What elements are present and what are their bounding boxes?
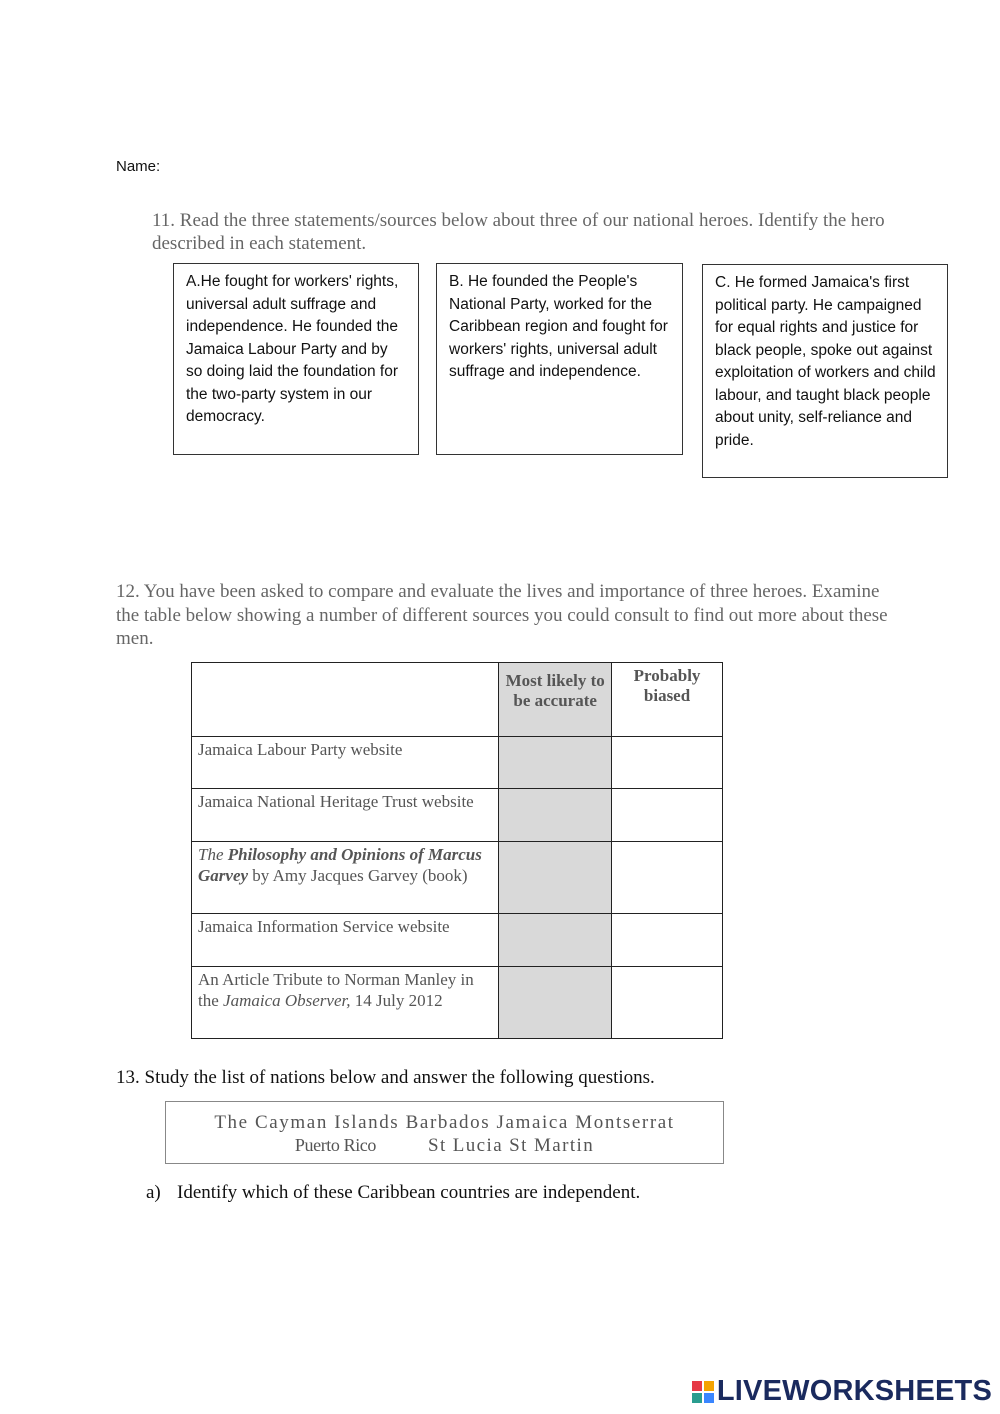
header-probably-biased: Probably biased <box>612 663 723 737</box>
source-article: The <box>198 845 228 864</box>
accurate-answer-cell[interactable] <box>499 789 612 842</box>
table-header-row <box>192 663 723 737</box>
biased-answer-cell[interactable] <box>612 967 723 1039</box>
header-empty-cell <box>192 663 499 737</box>
source-cell <box>192 842 499 914</box>
liveworksheets-brand <box>692 1375 992 1408</box>
article-date: 14 July 2012 <box>350 990 443 1010</box>
article-prefix: An Article Tribute to Norman Manley in the <box>198 970 474 1010</box>
book-author: by Amy Jacques Garvey (book) <box>248 865 468 885</box>
accurate-answer-cell[interactable] <box>499 737 612 789</box>
biased-answer-cell[interactable] <box>612 737 723 789</box>
nations-remaining: St Lucia St Martin <box>427 1135 595 1156</box>
header-most-likely-accurate: Most likely to be accurate <box>499 663 612 737</box>
nations-list-box <box>165 1101 724 1164</box>
nations-line-2 <box>166 1135 723 1157</box>
question-13-prompt: 13. Study the list of nations below and answer the following questions. <box>116 1067 655 1088</box>
brand-text: LIVEWORKSHEETS <box>716 1375 992 1407</box>
statement-box-c: C. He formed Jamaica's first political party. He campaigned for equal rights and justice for black people, spoke out against exploitation of workers and child labour, and taught black people about unity, self-reliance and pride. <box>702 264 948 478</box>
table-row <box>192 842 723 914</box>
biased-answer-cell[interactable] <box>612 914 723 967</box>
book-title: Philosophy and Opinions of Marcus Garvey <box>198 845 482 885</box>
biased-answer-cell[interactable] <box>612 842 723 914</box>
table-row <box>192 789 723 842</box>
question-13a-text: Identify which of these Caribbean countries are independent. <box>177 1182 641 1203</box>
statement-box-a: A.He fought for workers' rights, universal adult suffrage and independence. He founded the Jamaica Labour Party and by so doing laid the foundation for the two-party system in our democracy. <box>173 263 419 455</box>
question-12-prompt: 12. You have been asked to compare and evaluate the lives and importance of three heroes. Examine the table below showing a number of different sources you could consult to find out more about these men. <box>116 581 888 649</box>
liveworksheets-logo-icon <box>692 1381 714 1403</box>
nations-line-1: The Cayman Islands Barbados Jamaica Montserrat <box>214 1112 675 1133</box>
table-row <box>192 737 723 789</box>
logo-square <box>692 1393 702 1403</box>
source-cell: Jamaica Labour Party website <box>192 737 499 789</box>
logo-square <box>692 1381 702 1391</box>
table-row <box>192 914 723 967</box>
source-cell: Jamaica Information Service website <box>192 914 499 967</box>
biased-answer-cell[interactable] <box>612 789 723 842</box>
table-row <box>192 967 723 1039</box>
accurate-answer-cell[interactable] <box>499 842 612 914</box>
sources-table <box>191 662 723 1039</box>
source-cell: Jamaica National Heritage Trust website <box>192 789 499 842</box>
newspaper-name: Jamaica Observer, <box>223 990 351 1010</box>
question-13a-letter: a) <box>146 1182 161 1203</box>
source-cell <box>192 967 499 1039</box>
nation-puerto-rico: Puerto Rico <box>294 1135 376 1155</box>
accurate-answer-cell[interactable] <box>499 967 612 1039</box>
logo-square <box>704 1393 714 1403</box>
question-13a <box>146 1182 640 1204</box>
name-label: Name: <box>116 158 161 175</box>
accurate-answer-cell[interactable] <box>499 914 612 967</box>
statement-box-b: B. He founded the People's National Party, worked for the Caribbean region and fought for workers' rights, universal adult suffrage and independence. <box>436 263 683 455</box>
question-11-prompt: 11. Read the three statements/sources below about three of our national heroes. Identify the hero described in each statement. <box>152 210 885 254</box>
logo-square <box>704 1381 714 1391</box>
